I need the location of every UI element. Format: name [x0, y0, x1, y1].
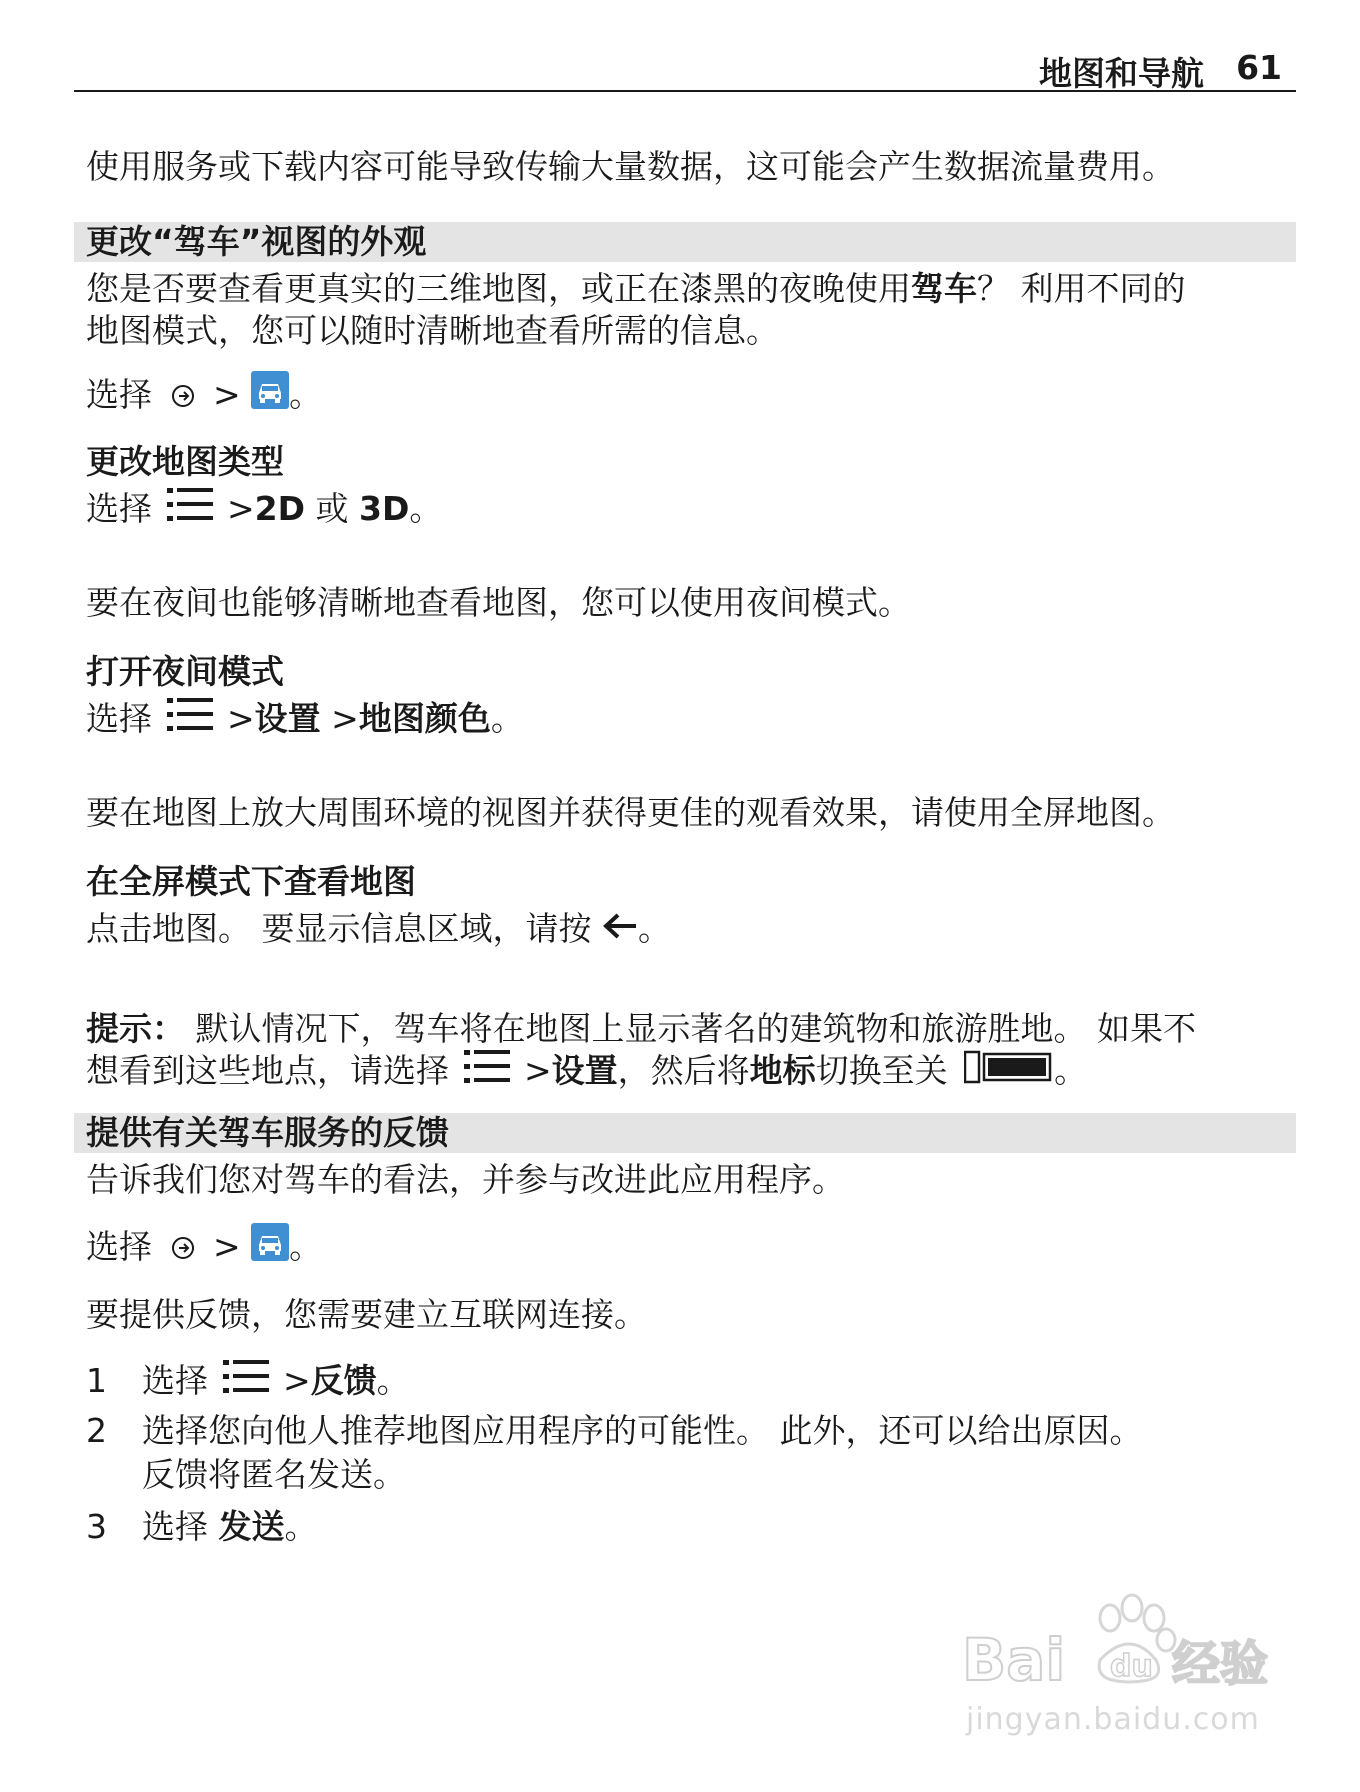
toggle-off-icon[interactable] — [964, 1048, 1054, 1098]
fullscreen-instruction — [86, 904, 671, 956]
navigate-icon — [169, 1224, 197, 1274]
page-header — [74, 44, 1296, 92]
section-heading-bar — [74, 1113, 1296, 1153]
text: 。 — [638, 909, 671, 948]
text: 默认情况下，驾车将在地图上显示著名的建筑物和旅游胜地。 如果不 — [185, 1009, 1196, 1048]
text: ？ 利用不同的 — [977, 269, 1186, 308]
section-title-feedback: 提供有关驾车服务的反馈 — [86, 1113, 449, 1152]
separator: > — [524, 1051, 552, 1090]
text: 。 — [376, 1361, 410, 1400]
internet-requirement: 要提供反馈，您需要建立互联网连接。 — [86, 1295, 647, 1334]
navigate-icon — [169, 372, 197, 422]
text: 。 — [409, 489, 443, 528]
watermark-url: jingyan.baidu.com — [966, 1702, 1260, 1737]
menu-icon[interactable] — [223, 1357, 269, 1409]
text: 。 — [289, 1227, 323, 1266]
select-label: 选择 — [86, 1227, 152, 1266]
separator: > — [331, 699, 359, 738]
landmarks-setting[interactable]: 地标 — [749, 1051, 816, 1090]
svg-text:经验: 经验 — [1172, 1636, 1269, 1692]
step-number: 2 — [86, 1411, 107, 1450]
option-2d[interactable]: 2D — [254, 489, 306, 528]
map-color-menu-item[interactable]: 地图颜色 — [358, 699, 491, 738]
section-title-drive-view: 更改“驾车”视图的外观 — [86, 222, 427, 261]
subheading-night-mode: 打开夜间模式 — [86, 652, 284, 691]
send-button[interactable]: 发送 — [218, 1507, 285, 1546]
select-label: 选择 — [142, 1507, 219, 1546]
select-label: 选择 — [86, 375, 152, 414]
step-3 — [142, 1502, 318, 1552]
feedback-menu-item[interactable]: 反馈 — [310, 1361, 377, 1400]
text: 切换至关 — [815, 1051, 948, 1090]
text: 。 — [1054, 1051, 1088, 1090]
separator: > — [213, 1227, 241, 1266]
step-number: 1 — [86, 1361, 107, 1400]
step-1 — [142, 1356, 410, 1409]
text: 。 — [284, 1507, 318, 1546]
select-drive-instruction — [86, 370, 322, 423]
header-title: 地图和导航 — [1039, 54, 1204, 93]
baidu-logo-icon — [960, 1580, 1280, 1700]
text: 点击地图。 要显示信息区域，请按 — [86, 909, 592, 948]
change-map-type-instruction — [86, 484, 442, 537]
step-number: 3 — [86, 1507, 107, 1546]
option-3d[interactable]: 3D — [359, 489, 410, 528]
separator: > — [227, 489, 255, 528]
select-label: 选择 — [142, 1361, 208, 1400]
separator: > — [213, 375, 241, 414]
subheading-fullscreen: 在全屏模式下查看地图 — [86, 862, 416, 901]
menu-icon[interactable] — [464, 1047, 510, 1099]
tip-label: 提示： — [86, 1009, 185, 1048]
fullscreen-intro-paragraph: 要在地图上放大周围环境的视图并获得更佳的观看效果，请使用全屏地图。 — [86, 793, 1175, 832]
text: 。 — [490, 699, 524, 738]
settings-menu-item[interactable]: 设置 — [254, 699, 321, 738]
text: 您是否要查看更真实的三维地图，或正在漆黑的夜晚使用 — [86, 269, 911, 308]
text: 想看到这些地点，请选择 — [86, 1051, 449, 1090]
select-drive-instruction-2 — [86, 1222, 322, 1275]
step-2-line2: 反馈将匿名发送。 — [142, 1455, 406, 1494]
section1-paragraph-line2: 地图模式，您可以随时清晰地查看所需的信息。 — [86, 311, 779, 350]
select-label: 选择 — [86, 489, 152, 528]
night-intro-paragraph: 要在夜间也能够清晰地查看地图，您可以使用夜间模式。 — [86, 583, 911, 622]
car-icon[interactable] — [251, 371, 289, 423]
svg-text:du: du — [1110, 1649, 1153, 1684]
separator: > — [283, 1361, 311, 1400]
intro-paragraph: 使用服务或下载内容可能导致传输大量数据，这可能会产生数据流量费用。 — [86, 147, 1175, 186]
section-heading-bar — [74, 222, 1296, 262]
svg-text:Bai: Bai — [962, 1626, 1066, 1694]
text: 或 — [315, 489, 349, 528]
step-2-line1: 选择您向他人推荐地图应用程序的可能性。 此外，还可以给出原因。 — [142, 1411, 1143, 1450]
separator: > — [227, 699, 255, 738]
text: 。 — [289, 375, 323, 414]
menu-icon[interactable] — [167, 695, 213, 747]
section2-paragraph: 告诉我们您对驾车的看法，并参与改进此应用程序。 — [86, 1160, 845, 1199]
page-number: 61 — [1236, 48, 1282, 87]
settings-menu-item[interactable]: 设置 — [551, 1051, 618, 1090]
tip-line2 — [86, 1046, 1087, 1099]
select-label: 选择 — [86, 699, 152, 738]
menu-icon[interactable] — [167, 485, 213, 537]
car-icon[interactable] — [251, 1223, 289, 1275]
drive-term: 驾车 — [911, 269, 977, 308]
baidu-watermark — [960, 1580, 1280, 1760]
text: ，然后将 — [617, 1051, 750, 1090]
night-mode-instruction — [86, 694, 524, 747]
subheading-change-map-type: 更改地图类型 — [86, 442, 284, 481]
back-arrow-icon[interactable] — [602, 906, 638, 956]
